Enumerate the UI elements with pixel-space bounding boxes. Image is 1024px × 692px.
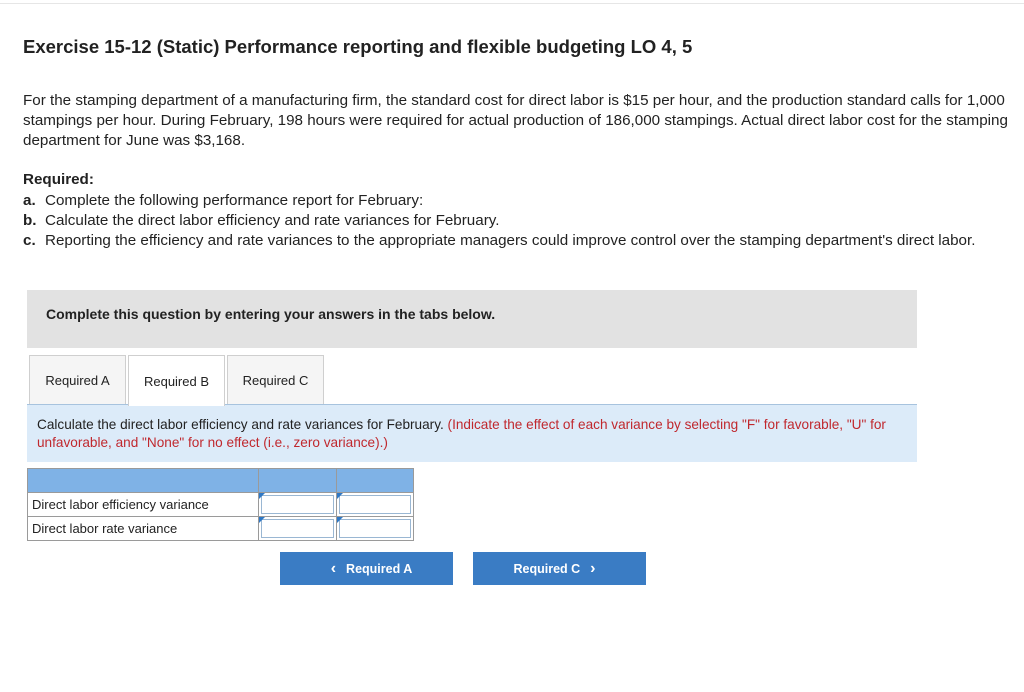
required-list <box>23 191 1008 251</box>
rate-amount-input[interactable] <box>261 519 334 538</box>
efficiency-amount-input[interactable] <box>261 495 334 514</box>
amount-cell <box>259 493 337 517</box>
required-item-letter: a. <box>23 192 36 209</box>
row-label: Direct labor efficiency variance <box>28 493 259 517</box>
prev-required-a-button[interactable] <box>280 552 453 585</box>
instructions-banner <box>27 290 917 348</box>
next-button-label: Required C <box>513 561 581 576</box>
problem-statement: For the stamping department of a manufacturing firm, the standard cost for direct labor is $15 per hour, and the production standard calls for 1,000 stampings per hour. During February, 198 hours were required for actual production of 186,000 stampings. Actual direct labor cost for the stamping department for June was $3,168. <box>23 92 1008 149</box>
required-heading: Required: <box>23 171 94 188</box>
header-cell <box>259 469 337 493</box>
required-item-a <box>23 191 1008 211</box>
instruction-note: (Indicate the effect of each variance by selecting "F" for favorable, "U" for unfavorable, and "None" for no effect (i.e., zero variance).) <box>37 417 886 450</box>
header-cell <box>28 469 259 493</box>
required-item-text: Calculate the direct labor efficiency and rate variances for February. <box>45 212 500 229</box>
page-title: Exercise 15-12 (Static) Performance reporting and flexible budgeting LO 4, 5 <box>23 36 693 57</box>
banner-text: Complete this question by entering your answers in the tabs below. <box>46 306 496 322</box>
instruction-text: Calculate the direct labor efficiency and rate variances for February. <box>37 417 444 432</box>
table-header-row <box>28 469 414 493</box>
table-row <box>28 493 414 517</box>
effect-cell <box>337 517 414 541</box>
required-item-b <box>23 211 1008 231</box>
effect-cell <box>337 493 414 517</box>
tab-required-b[interactable]: Required B <box>128 355 225 406</box>
required-item-text: Complete the following performance report for February: <box>45 192 424 209</box>
tab-required-c[interactable]: Required C <box>227 355 324 405</box>
required-item-letter: c. <box>23 232 36 249</box>
table-row <box>28 517 414 541</box>
prev-button-label: Required A <box>346 561 413 576</box>
row-label: Direct labor rate variance <box>28 517 259 541</box>
efficiency-effect-select[interactable] <box>339 495 411 514</box>
required-item-letter: b. <box>23 212 37 229</box>
top-divider <box>0 3 1024 4</box>
next-required-c-button[interactable] <box>473 552 646 585</box>
required-item-text: Reporting the efficiency and rate variances to the appropriate managers could improve control over the stamping department's direct labor. <box>45 232 976 249</box>
amount-cell <box>259 517 337 541</box>
header-cell <box>337 469 414 493</box>
variance-table <box>27 468 414 541</box>
tab-required-a[interactable]: Required A <box>29 355 126 405</box>
question-instructions <box>27 405 917 462</box>
chevron-right-icon: › <box>590 559 596 577</box>
rate-effect-select[interactable] <box>339 519 411 538</box>
chevron-left-icon: ‹ <box>330 559 337 577</box>
required-item-c <box>23 231 1008 251</box>
